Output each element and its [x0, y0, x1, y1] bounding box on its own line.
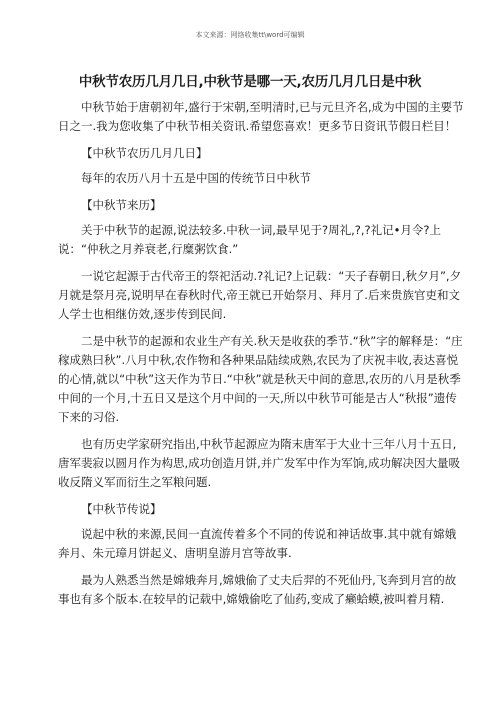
paragraph-origin-2: 一说它起源于古代帝王的祭祀活动.?礼记?上记载：“天子春朝日,秋夕月”,夕月就是祭月亮,说明早在春秋时代,帝王就已开始祭月、拜月了.后来贵族官吏和文人学士也相继仿效,逐步传到民间. [58, 269, 462, 321]
paragraph-legend-1: 说起中秋的来源,民间一直流传着多个不同的传说和神话故事.其中就有嫦娥奔月、朱元璋月饼起义、唐明皇游月宫等故事. [58, 527, 457, 560]
paragraph-legend-2: 最为人熟悉当然是嫦娥奔月,嫦娥偷了丈夫后羿的不死仙丹,飞奔到月宫的故事也有多个版本.在较早的记载中,嫦娥偷吃了仙药,变成了癞蛤蟆,被叫着月精. [58, 573, 457, 606]
document-title: 中秋节农历几月几日,中秋节是哪一天,农历几月几日是中秋 [78, 74, 422, 90]
paragraph-origin-3: 二是中秋节的起源和农业生产有关.秋天是收获的季节.“秋”字的解释是：“庄稼成熟曰秋”.八月中秋,农作物和各种果品陆续成熟,农民为了庆祝丰收,表达喜悦的心情,就以“中秋”这天作为节日.“中秋”就是秋天中间的意思,农历的八月是秋季中间的一个月,十五日又是这个月中间的一天,所以中秋节可能是古人“秋报”遗传下来的习俗. [58, 334, 463, 424]
section-heading-origin: 【中秋节来历】 [81, 198, 162, 212]
paragraph-origin-4: 也有历史学家研究指出,中秋节起源应为隋末唐军于大业十三年八月十五日,唐军裴寂以圆月作为构思,成功创造月饼,并广发军中作为军饷,成功解决因大量吸收反隋义军而衍生之军粮问题. [58, 437, 460, 489]
paragraph-origin-1: 关于中秋节的起源,说法较多.中秋一词,最早见于?周礼,?,?礼记•月令?上说：“仲秋之月养衰老,行糜粥饮食.” [58, 223, 441, 256]
source-note: 本文来源：网络收集tt\word可编辑 [195, 31, 305, 39]
section-heading-legend: 【中秋节传说】 [81, 502, 162, 516]
paragraph-date: 每年的农历八月十五是中国的传统节日中秋节 [81, 171, 311, 185]
section-heading-date: 【中秋节农历几月几日】 [81, 146, 208, 160]
intro-paragraph: 中秋节始于唐朝初年,盛行于宋朝,至明清时,已与元旦齐名,成为中国的主要节日之一.我为您收集了中秋节相关资讯.希望您喜欢！更多节日资讯节假日栏目！ [58, 100, 464, 133]
document-body [58, 98, 466, 617]
